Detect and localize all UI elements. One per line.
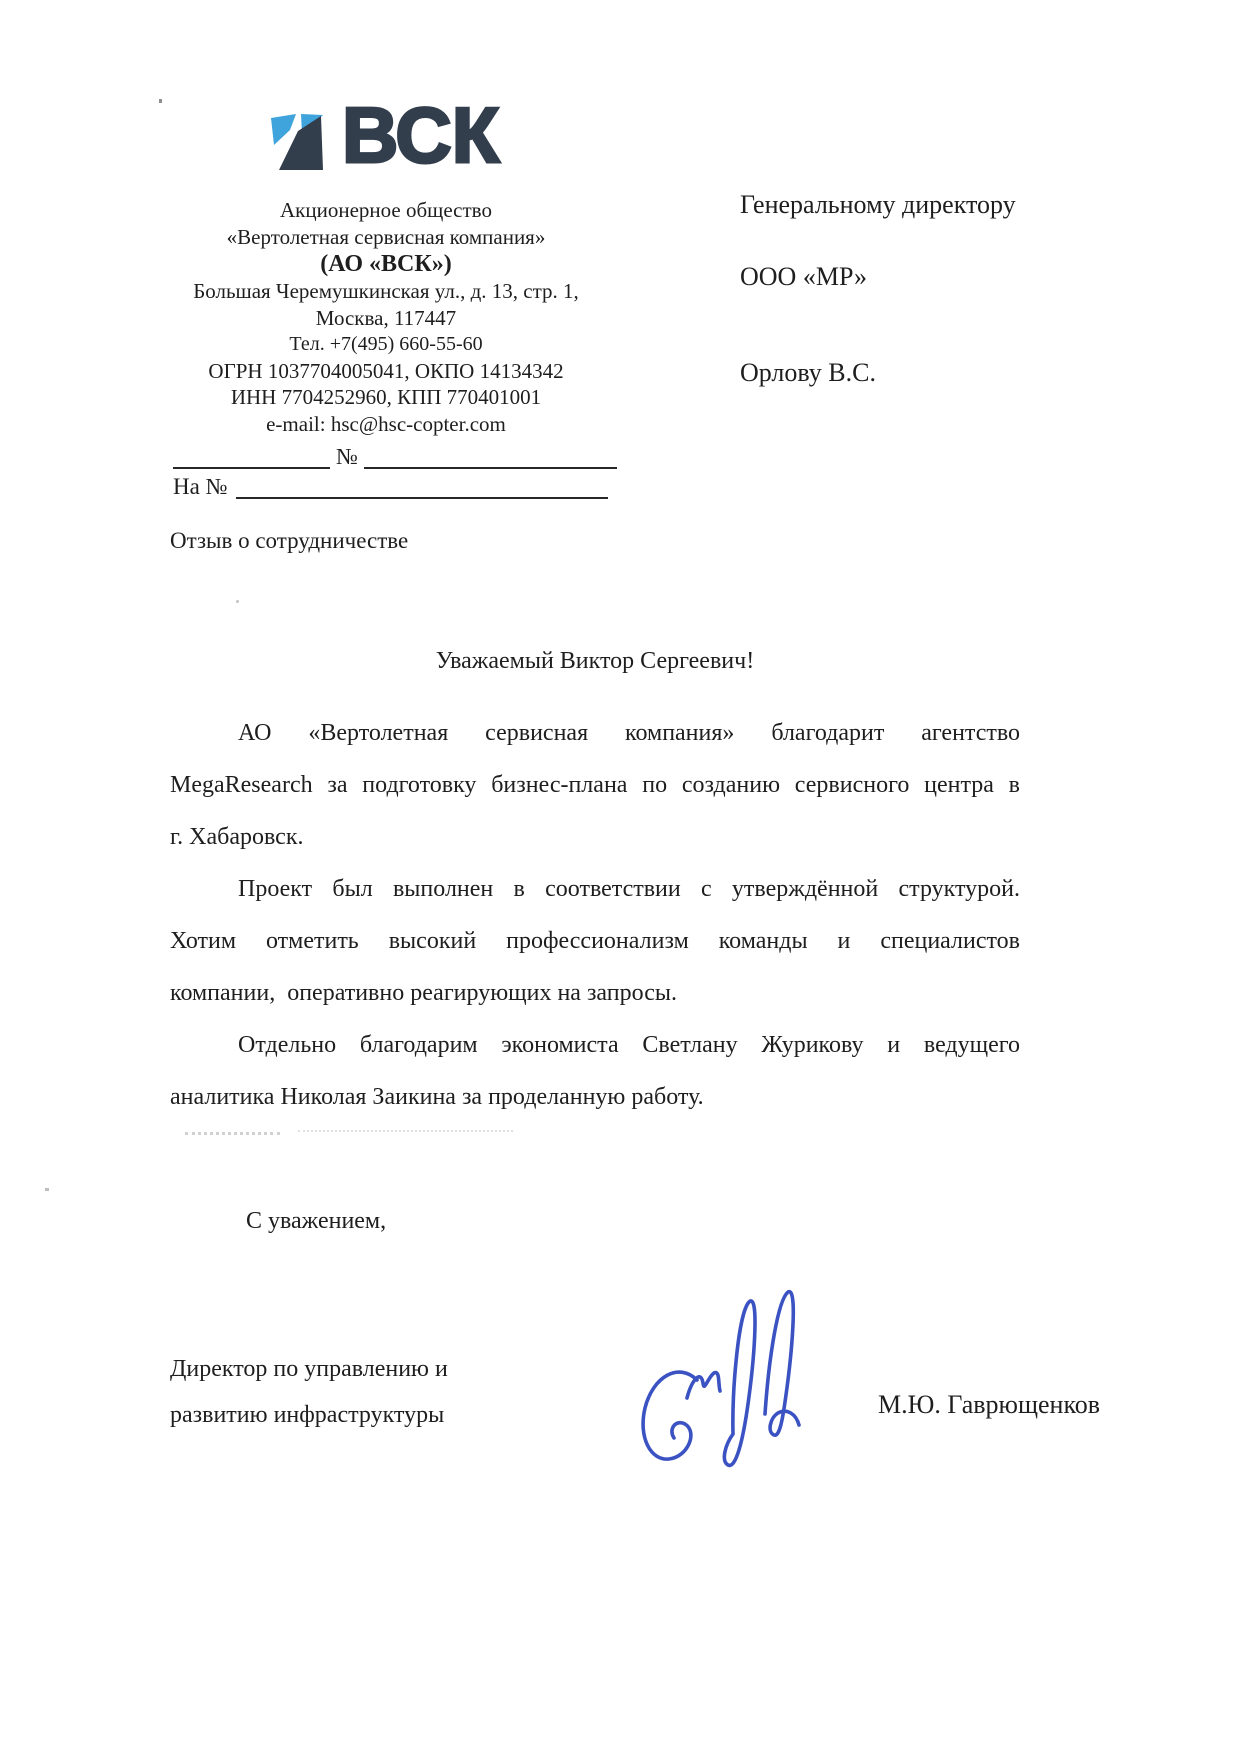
signer-title-line2: развитию инфраструктуры — [170, 1402, 445, 1428]
vsk-logo-icon — [268, 112, 328, 172]
body-line: Отдельно благодарим экономиста Светлану Журикову и ведущего — [238, 1032, 1020, 1058]
salutation: Уважаемый Виктор Сергеевич! — [435, 648, 755, 674]
ref-date-blank-line — [173, 467, 330, 469]
letter-body — [170, 707, 1020, 1123]
handwritten-signature-icon — [635, 1262, 835, 1472]
reply-to-number-label: На № — [173, 474, 228, 499]
org-inn-kpp: ИНН 7704252960, КПП 770401001 — [230, 385, 542, 409]
body-line: Проект был выполнен в соответствии с утверждённой структурой. — [238, 876, 1020, 902]
org-address-line1: Большая Черемушкинская ул., д. 13, стр. 1, — [193, 279, 579, 303]
ref-number-blank-line — [364, 467, 617, 469]
body-line: MegaResearch за подготовку бизнес-плана по созданию сервисного центра в — [170, 772, 1020, 798]
signer-name: М.Ю. Гаврющенков — [878, 1390, 1101, 1419]
signer-title-line1: Директор по управлению и — [170, 1356, 448, 1382]
body-line: Хотим отметить высокий профессионализм команды и специалистов — [170, 928, 1020, 954]
reply-number-blank-line — [236, 497, 608, 499]
body-line: аналитика Николая Заикина за проделанную работу. — [170, 1084, 704, 1110]
scan-speck — [159, 99, 162, 103]
scan-smudge — [185, 1132, 280, 1135]
org-abbreviation: (АО «ВСК») — [320, 251, 452, 277]
addressee-company: ООО «МР» — [740, 262, 868, 291]
addressee-block — [740, 190, 1016, 388]
subject-line: Отзыв о сотрудничестве — [170, 528, 409, 553]
scan-speck — [236, 600, 239, 603]
body-line: АО «Вертолетная сервисная компания» благодарит агентство — [238, 720, 1020, 746]
org-email: e-mail: hsc@hsc-copter.com — [266, 411, 506, 436]
vsk-logo-wordmark: ВСК — [342, 91, 500, 179]
closing-phrase: С уважением, — [246, 1208, 387, 1234]
scan-speck — [45, 1188, 49, 1191]
letterhead-org-block — [136, 197, 636, 437]
ref-reply-row — [173, 472, 608, 499]
vsk-logo — [268, 91, 500, 179]
body-line: г. Хабаровск. — [170, 824, 304, 850]
org-name: «Вертолетная сервисная компания» — [226, 224, 546, 249]
ref-number-row — [173, 443, 617, 469]
addressee-person: Орлову В.С. — [740, 358, 876, 387]
number-sign-label: № — [336, 444, 358, 469]
org-phone: Тел. +7(495) 660-55-60 — [289, 333, 483, 355]
org-address-line2: Москва, 117447 — [315, 305, 457, 330]
org-type: Акционерное общество — [280, 198, 492, 222]
signer-title — [170, 1346, 448, 1438]
org-ogrn-okpo: ОГРН 1037704005041, ОКПО 14134342 — [208, 358, 564, 383]
scan-smudge — [298, 1130, 513, 1132]
body-line: компании, оперативно реагирующих на запросы. — [170, 980, 677, 1006]
addressee-position: Генеральному директору — [740, 190, 1016, 219]
